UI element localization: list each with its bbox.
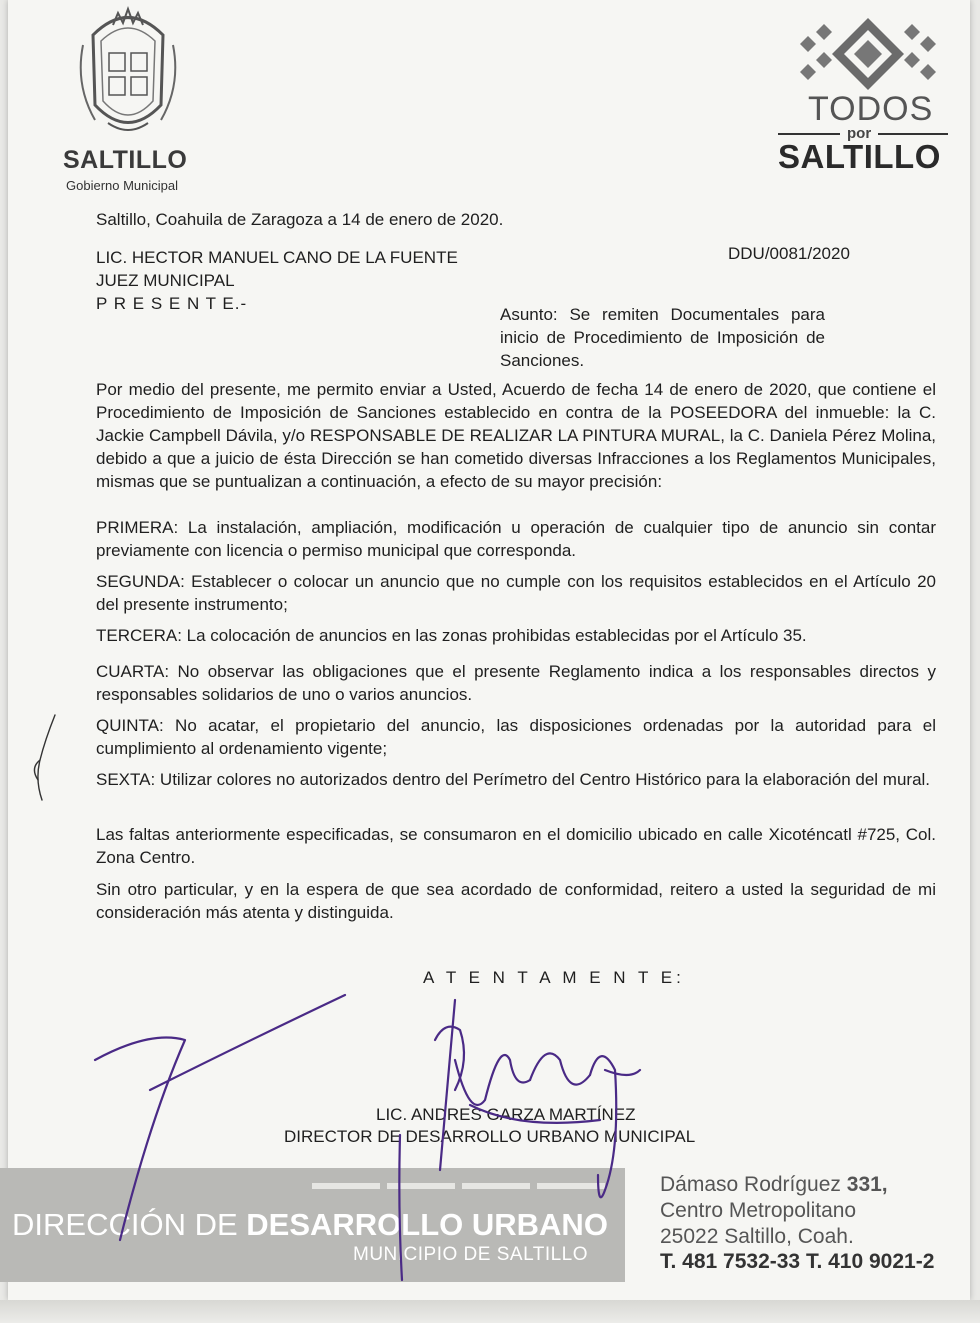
infraction-tercera: TERCERA: La colocación de anuncios en las zonas prohibidas establecidas por el Artículo 35.	[96, 626, 807, 645]
footer-title-bold: DESARROLLO URBANO	[246, 1207, 608, 1242]
infraction-segunda: SEGUNDA: Establecer o colocar un anuncio que no cumple con los requisitos establecidos en el Artículo 20 del presente instrumento;	[96, 572, 936, 614]
brand-todos: TODOS	[808, 90, 934, 128]
intro-paragraph: Por medio del presente, me permito enviar a Usted, Acuerdo de fecha 14 de enero de 2020, que contiene el Procedimiento de Imposición de Sanciones establecido en contra de la POSEEDORA del inmueble: la C. Jackie Campbell Dávila, y/o RESPONSABLE DE REALIZAR LA PINTURA MURAL, la C. Daniela Pérez Molina, debido a que a juicio de ésta Dirección se han cometido diversas Infracciones a los Reglamentos Municipales, mismas que se puntualizan a continuación, a efecto de su mayor precisión:	[96, 380, 936, 491]
recipient-name: LIC. HECTOR MANUEL CANO DE LA FUENTE	[96, 248, 458, 267]
infraction-quinta: QUINTA: No acatar, el propietario del anuncio, las disposiciones ordenadas por la autoridad para el cumplimiento al ordenamiento vigente;	[96, 716, 936, 758]
infraction-cuarta: CUARTA: No observar las obligaciones que el presente Reglamento indica a los responsables directos y responsables solidarios de uno o varios anuncios.	[96, 662, 936, 704]
signer-title: DIRECTOR DE DESARROLLO URBANO MUNICIPAL	[284, 1127, 696, 1146]
location-paragraph: Las faltas anteriormente especificadas, se consumaron en el domicilio ubicado en calle Xicoténcatl #725, Col. Zona Centro.	[96, 825, 936, 867]
crest-city-name: SALTILLO	[63, 146, 188, 174]
brand-por: por	[847, 125, 872, 142]
diamond-pattern-icon	[788, 18, 948, 90]
page-bottom-shadow	[0, 1300, 980, 1323]
footer-dashes	[312, 1176, 612, 1182]
closing-salutation: A T E N T A M E N T E:	[423, 968, 685, 987]
footer-phones: T. 481 7532-33 T. 410 9021-2	[660, 1250, 935, 1273]
recipient-block	[96, 246, 458, 315]
brand-divider	[878, 133, 948, 135]
letter-date: Saltillo, Coahuila de Zaragoza a 14 de enero de 2020.	[96, 210, 504, 229]
letter-page	[8, 0, 970, 1300]
address-city: 25022 Saltillo, Coah.	[660, 1225, 854, 1248]
footer-title-light: DIRECCIÓN DE	[12, 1207, 238, 1242]
address-area: Centro Metropolitano	[660, 1199, 857, 1222]
closing-paragraph: Sin otro particular, y en la espera de que sea acordado de conformidad, reitero a usted la seguridad de mi consideración más atenta y distinguida.	[96, 880, 936, 922]
infraction-sexta: SEXTA: Utilizar colores no autorizados dentro del Perímetro del Centro Histórico para la elaboración del mural.	[96, 770, 931, 789]
recipient-position: JUEZ MUNICIPAL	[96, 271, 235, 290]
reference-number: DDU/0081/2020	[728, 244, 850, 263]
address-street: Dámaso Rodríguez	[660, 1173, 841, 1196]
signer-name: LIC. ANDRES GARZA MARTÍNEZ	[376, 1105, 636, 1124]
brand-saltillo: SALTILLO	[778, 138, 941, 175]
address-number: 331,	[846, 1173, 888, 1196]
footer-department-title	[12, 1207, 608, 1243]
municipal-crest-icon	[73, 5, 183, 145]
crest-government-label: Gobierno Municipal	[66, 178, 179, 193]
footer-municipality: MUNICIPIO DE SALTILLO	[353, 1244, 589, 1265]
brand-divider	[778, 133, 840, 135]
footer-address	[660, 1172, 888, 1250]
subject-line: Asunto: Se remiten Documentales para inicio de Procedimiento de Imposición de Sanciones.	[500, 305, 825, 370]
recipient-presente: P R E S E N T E.-	[96, 294, 248, 313]
infraction-primera: PRIMERA: La instalación, ampliación, modificación u operación de cualquier tipo de anuncio sin contar previamente con licencia o permiso municipal que corresponda.	[96, 518, 936, 560]
